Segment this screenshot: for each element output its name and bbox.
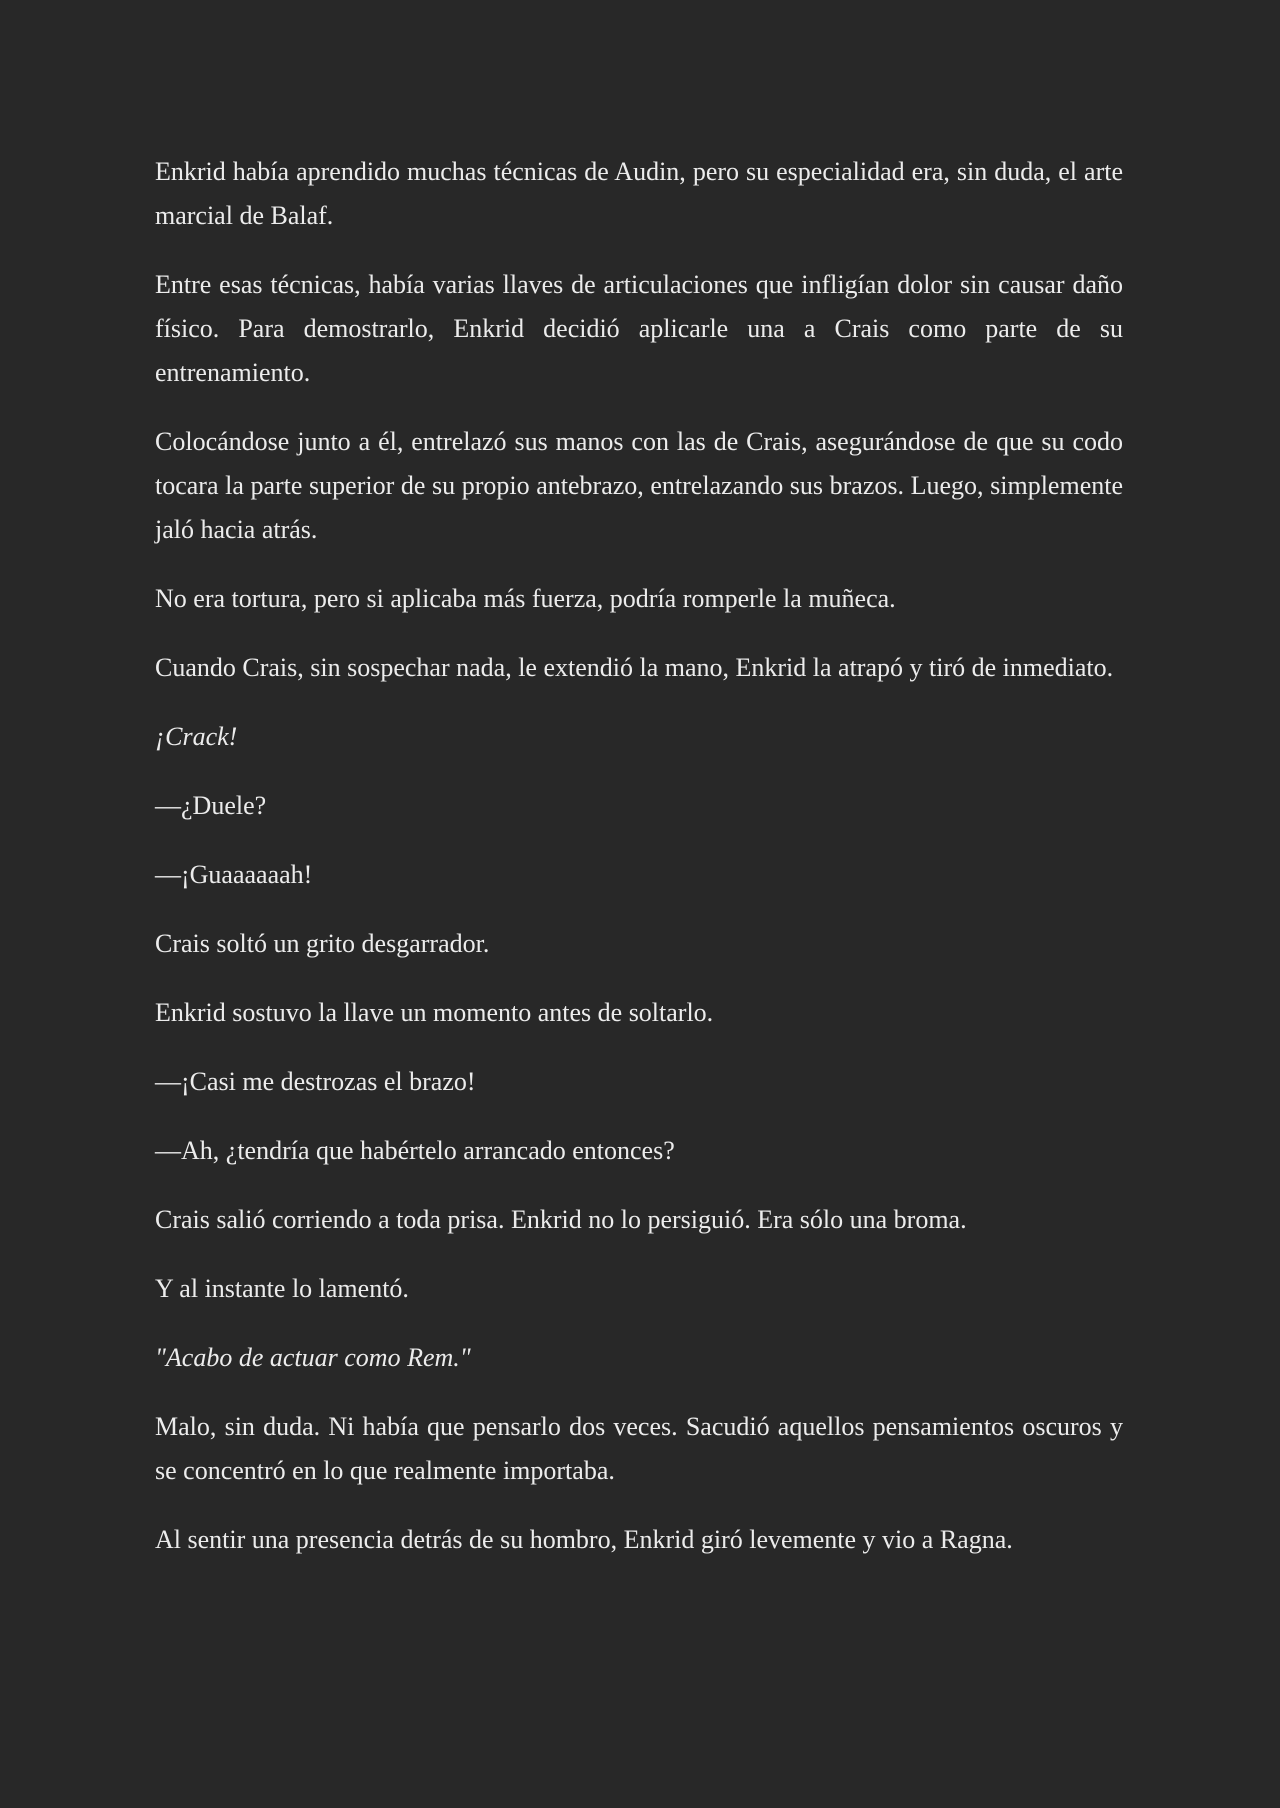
paragraph: Al sentir una presencia detrás de su hombro, Enkrid giró levemente y vio a Ragna. bbox=[155, 1525, 1013, 1554]
paragraph: Colocándose junto a él, entrelazó sus manos con las de Crais, asegurándose de que su codo tocara la parte superior de su propio antebrazo, entrelazando sus brazos. Luego, simplemente jaló hacia atrás. bbox=[155, 427, 1123, 544]
paragraph: Crais salió corriendo a toda prisa. Enkrid no lo persiguió. Era sólo una broma. bbox=[155, 1205, 967, 1234]
paragraph: Enkrid había aprendido muchas técnicas de Audin, pero su especialidad era, sin duda, el arte marcial de Balaf. bbox=[155, 157, 1123, 230]
paragraph: Cuando Crais, sin sospechar nada, le extendió la mano, Enkrid la atrapó y tiró de inmediato. bbox=[155, 653, 1114, 682]
dialogue-line: —¡Casi me destrozas el brazo! bbox=[155, 1067, 476, 1096]
paragraph: No era tortura, pero si aplicaba más fuerza, podría romperle la muñeca. bbox=[155, 584, 896, 613]
paragraph: Enkrid sostuvo la llave un momento antes de soltarlo. bbox=[155, 998, 714, 1027]
dialogue-line: —Ah, ¿tendría que habértelo arrancado entonces? bbox=[155, 1136, 675, 1165]
paragraph: Malo, sin duda. Ni había que pensarlo dos veces. Sacudió aquellos pensamientos oscuros y se concentró en lo que realmente importaba. bbox=[155, 1412, 1123, 1485]
paragraph: Y al instante lo lamentó. bbox=[155, 1274, 409, 1303]
sound-effect: ¡Crack! bbox=[155, 722, 238, 751]
paragraph: Crais soltó un grito desgarrador. bbox=[155, 929, 490, 958]
paragraph: Entre esas técnicas, había varias llaves de articulaciones que infligían dolor sin causar daño físico. Para demostrarlo, Enkrid decidió aplicarle una a Crais como parte de su entrenamiento. bbox=[155, 270, 1123, 387]
dialogue-line: —¿Duele? bbox=[155, 791, 267, 820]
dialogue-line: —¡Guaaaaaah! bbox=[155, 860, 313, 889]
inner-thought: "Acabo de actuar como Rem." bbox=[155, 1343, 471, 1372]
